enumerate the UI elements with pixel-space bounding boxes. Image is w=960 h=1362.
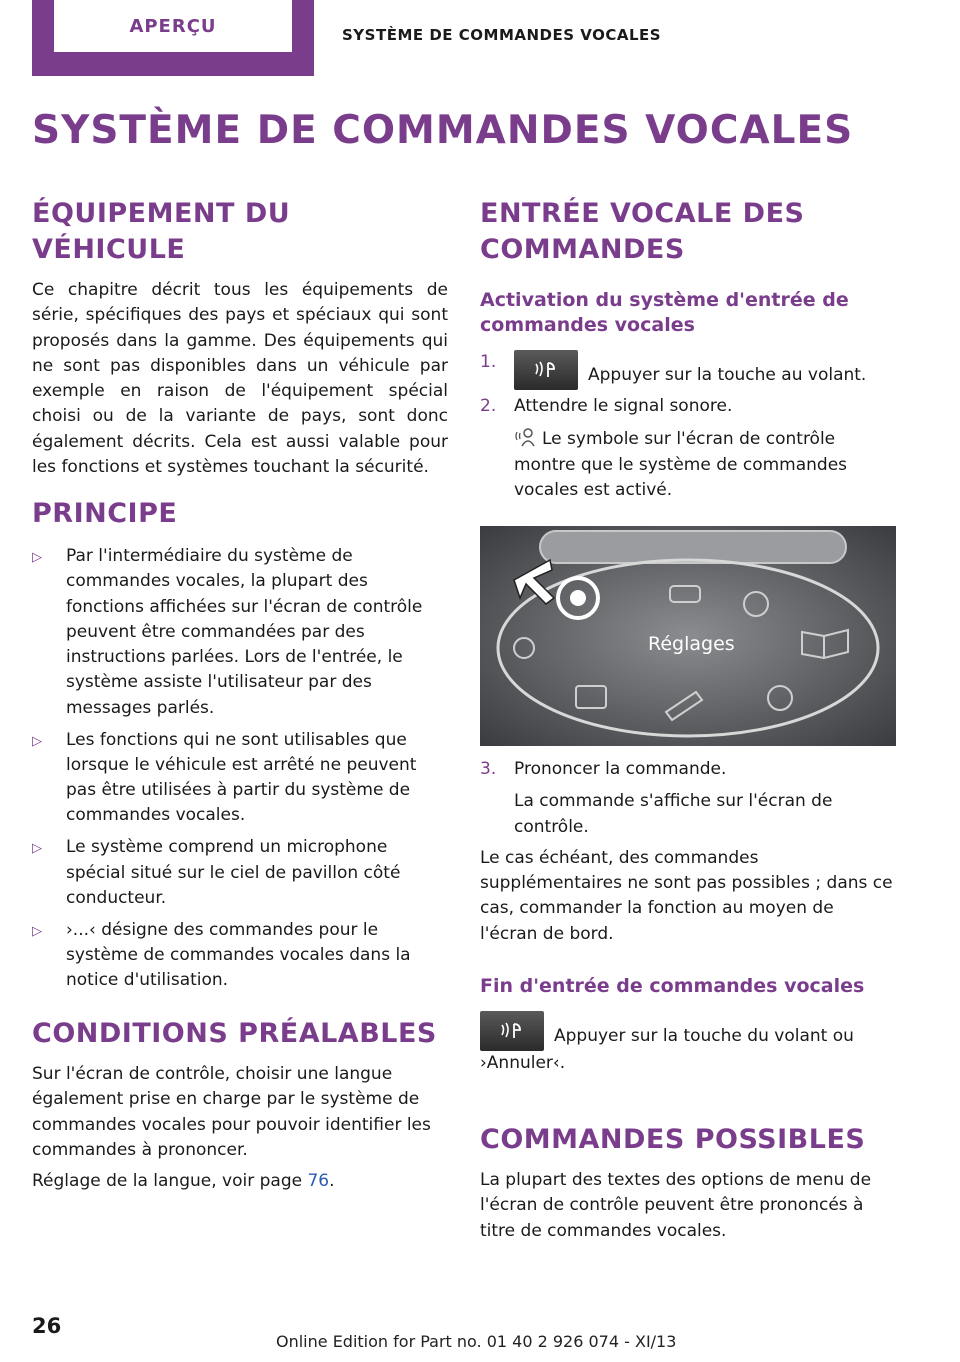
end-entry-text: [480, 1011, 896, 1076]
bullet-item: [32, 835, 448, 911]
step-number: 2.: [480, 396, 497, 416]
bullet-icon: ▷: [32, 841, 42, 857]
voice-entry-heading: ENTRÉE VOCALE DES COMMANDES: [480, 198, 805, 265]
activation-steps-continued: [480, 757, 896, 840]
section-prerequisites: [32, 1016, 448, 1194]
end-entry-heading: Fin d'entrée de commandes vocales: [480, 975, 865, 998]
bullet-text: Le système comprend un microphone spécial situé sur le ciel de pavillon côté conducteur.: [66, 837, 401, 908]
bullet-text: ›...‹ désigne des commandes pour le système de commandes vocales dans la notice d'utilisation.: [66, 919, 411, 991]
section-voice-entry: [480, 196, 896, 503]
section-equipment: [32, 196, 448, 480]
bullet-text: Les fonctions qui ne sont utilisables que lorsque le véhicule est arrêté ne peuvent pas être utilisées à partir du système de commandes vocales.: [66, 729, 417, 826]
page-link[interactable]: 76: [307, 1171, 330, 1192]
end-entry-instruction: Appuyer sur la touche du volant ou ›Annuler‹.: [480, 1026, 854, 1074]
page-title: SYSTÈME DE COMMANDES VOCALES: [32, 108, 854, 153]
equipment-heading: ÉQUIPEMENT DU VÉHICULE: [32, 198, 291, 265]
section-principle: [32, 496, 448, 1000]
step-text: Appuyer sur la touche au volant.: [588, 365, 867, 385]
possible-commands-heading: COMMANDES POSSIBLES: [480, 1124, 866, 1155]
section-voice-entry-cont: [480, 757, 896, 1076]
prerequisites-text: Sur l'écran de contrôle, choisir une langue également prise en charge par le système de commandes vocales pour pouvoir identifier les commandes à prononcer.: [32, 1064, 431, 1160]
bullet-icon: ▷: [32, 923, 42, 939]
bullet-item: [32, 544, 448, 721]
voice-active-icon: [514, 426, 536, 448]
step-number: 3.: [480, 759, 497, 779]
language-reference: [32, 1169, 448, 1194]
step-text: Prononcer la commande.: [514, 759, 727, 779]
activation-steps: [480, 350, 896, 503]
page-number: 26: [32, 1314, 62, 1338]
header-tab-label: APERÇU: [54, 0, 292, 52]
header-tab: [32, 0, 314, 76]
step-text: Attendre le signal sonore.: [514, 396, 733, 416]
screen-menu-label: Réglages: [648, 633, 735, 655]
prerequisites-heading: CONDITIONS PRÉALABLES: [32, 1018, 437, 1049]
after-steps-text: Le cas échéant, des commandes supplémentaires ne sont pas possibles ; dans ce cas, commander la fonction au moyen de l'écran de bord.: [480, 847, 893, 944]
reference-text: Réglage de la langue, voir page: [32, 1171, 308, 1192]
possible-commands-text: La plupart des textes des options de menu de l'écran de contrôle peuvent être prononcés à titre de commandes vocales.: [480, 1170, 872, 1241]
step-number: 1.: [480, 352, 497, 372]
step-item: [480, 350, 896, 390]
bullet-item: [32, 918, 448, 994]
bullet-icon: ▷: [32, 733, 42, 749]
step-item: [480, 394, 896, 503]
header-section-label: SYSTÈME DE COMMANDES VOCALES: [342, 26, 662, 44]
control-screen-image: [480, 526, 896, 746]
section-possible-commands: [480, 1122, 896, 1244]
activation-heading: Activation du système d'entrée de commandes vocales: [480, 289, 849, 336]
step-note: [514, 426, 896, 503]
equipment-text: Ce chapitre décrit tous les équipements de série, spécifiques des pays et spéciaux qui sont proposés dans la gamme. Des équipements qui ne sont pas disponibles dans un véhicule par exemple en raison de l'équipement spécial choisi ou de la variante de pays, sont donc également décrits. Cela est aussi valable pour les fonctions et systèmes touchant la sécurité.: [32, 280, 448, 478]
step-item: [480, 757, 896, 840]
principle-bullets: [32, 544, 448, 994]
step-note-text: Le symbole sur l'écran de contrôle montre que le système de commandes vocales est activé.: [514, 429, 848, 500]
bullet-item: [32, 728, 448, 829]
principle-heading: PRINCIPE: [32, 498, 178, 529]
step-note: La commande s'affiche sur l'écran de contrôle.: [514, 791, 833, 837]
voice-button-icon: [514, 350, 578, 390]
edition-info: Online Edition for Part no. 01 40 2 926 074 - XI/13: [276, 1332, 677, 1351]
voice-button-icon: [480, 1011, 544, 1051]
reference-end: .: [329, 1171, 335, 1192]
bullet-icon: ▷: [32, 550, 42, 565]
bullet-text: Par l'intermédiaire du système de commandes vocales, la plupart des fonctions affichées sur l'écran de contrôle peuvent être commandées par des instructions parlées. Lors de l'entrée, le système assiste l'utilisateur par des messages parlés.: [66, 546, 423, 718]
